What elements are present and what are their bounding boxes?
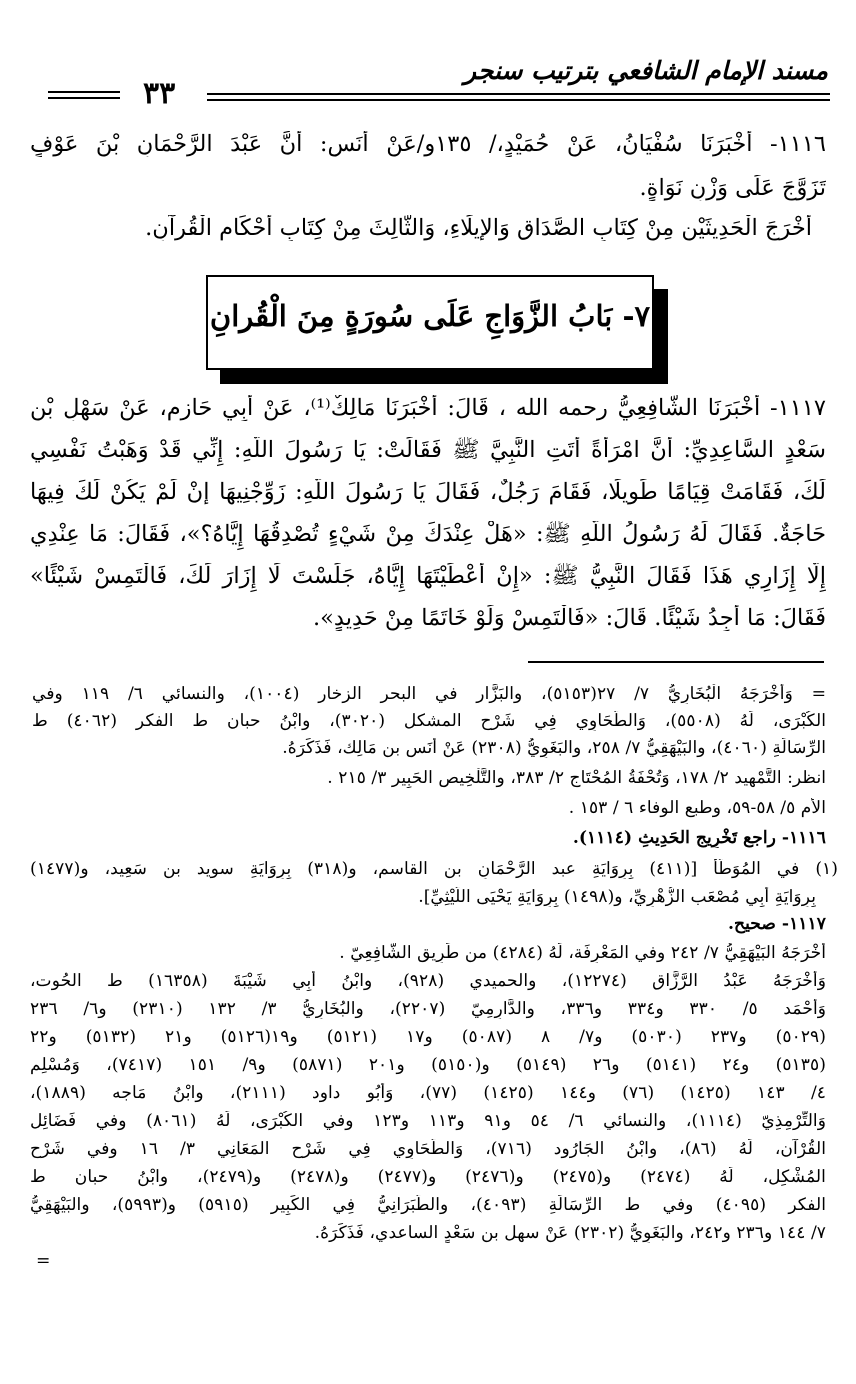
footnote-line: = وَأَخْرَجَهُ الْبُخَارِيُّ ٧/ ٢٧(٥١٥٣)، والبَزَّار في البحر الزخار (١٠٠٤)، والنسائي ٦/ ١١٩ وفي	[32, 684, 826, 704]
hadith-1117-line-3: لَكَ، فَقَامَتْ قِيَامًا طَوِيلًا، فَقَامَ رَجُلٌ، فَقَالَ يَا رَسُولَ اللَّهِ: زَوِّجْنِيهَا إِنْ لَمْ يَكُنْ لَكَ فِيهَا	[30, 479, 826, 505]
hadith-1117-line-6: فَقَالَ: مَا أَجِدُ شَيْئًا. قَالَ: «فَالْتَمِسْ وَلَوْ خَاتَمًا مِنْ حَدِيدٍ».	[313, 605, 826, 631]
footnote-continuation-mark: =	[36, 1251, 51, 1271]
footnote-line: بِرِوَايَةِ أَبِي مُصْعَب الزُّهْرِيِّ، و(١٤٩٨) بِرِوَايَةِ يَحْيَى اللَّيْثِيِّ].	[418, 887, 816, 907]
footnote-line: القُرْآن، لَهُ (٨٦)، وابْنُ الجَارُود (٧١٦)، وَالطَّحَاوِي فِي شَرْحِ المَعَانِي ٣/ ١٦ وفي شَرْحِ	[30, 1139, 826, 1159]
header-left-rule-2	[48, 97, 120, 99]
footnote-line: الكُبْرَى، لَهُ (٥٥٠٨)، وَالطَّحَاوِي فِي شَرْحِ المشكل (٣٠٢٠)، وابْنُ حبان ط الفكر (٤٠٦٢) ط	[32, 711, 826, 731]
footnote-line: وَأَخْرَجَهُ عَبْدُ الرَّزَّاق (١٢٢٧٤)، والحميدي (٩٢٨)، وابْنُ أَبِي شَيْبَةَ (١٦٣٥٨) ط الحُوت،	[30, 971, 826, 991]
header-left-rule-1	[48, 91, 120, 93]
page-number: ٣٣	[143, 76, 176, 111]
footnote-line: ١١١٧- صحيح.	[727, 914, 826, 934]
footnote-line: انظر: التَّمْهِيد ٢/ ١٧٨، وَتُحْفَةُ المُحْتَاج ٢/ ٣٨٣، والتَّلْخِيص الحَبِير ٣/ ٢١٥ .	[327, 768, 826, 788]
footnote-line: الفكر (٤٠٩٥) وفي ط الرِّسَالَةِ (٤٠٩٣)، والطَّبَرَانِيُّ فِي الكَبِير (٥٩١٥) و(٥٩٩٣)، والبَيْهَقِيُّ	[30, 1195, 826, 1215]
header-rule-bottom	[207, 99, 830, 101]
footnote-line: ٤/ ١٤٣ (١٤٢٥) (٧٦) و١٤٤ (١٤٢٥) (٧٧)، وَأَبُو داود (٢١١١)، وابْنُ مَاجه (١٨٨٩)،	[30, 1083, 826, 1103]
hadith-1117-line-2: سَعْدٍ السَّاعِدِيِّ: أَنَّ امْرَأَةً أَتَتِ النَّبِيَّ ﷺ فَقَالَتْ: يَا رَسُولَ اللَّهِ: إِنِّي قَدْ وَهَبْتُ نَفْسِي	[30, 437, 826, 463]
footnote-line: (٥١٣٥) و٢٤ (٥١٤١) و٢٦ (٥١٤٩) و(٥١٥٠) و٢٠١ (٥٨٧١) و٩/ ١٥١ (٧٤١٧)، وَمُسْلِم	[30, 1055, 826, 1075]
hadith-1117-line-1: ١١١٧- أَخْبَرَنَا الشَّافِعِيُّ رحمه الله ، قَالَ: أَخْبَرَنَا مَالِكٌ⁽¹⁾، عَنْ أَبِي حَازِمٍ، عَنْ سَهْلِ بْنِ	[30, 395, 826, 421]
hadith-1117-line-5: إِلَّا إِزَارِي هَذَا فَقَالَ النَّبِيُّ ﷺ: «إِنْ أَعْطَيْتَهَا إِيَّاهُ، جَلَسْتَ لَا إِزَارَ لَكَ، فَالْتَمِسْ شَيْئًا»	[30, 563, 826, 589]
chapter-title: ٧- بَابُ الزَّوَاجِ عَلَى سُورَةٍ مِنَ الْقُرانِ	[209, 299, 651, 333]
footnote-line: المُشْكِل، لَهُ (٢٤٧٤) و(٢٤٧٥) و(٢٤٧٦) و(٢٤٧٧) و(٢٤٧٨) و(٢٤٧٩)، وابْنُ حبان ط	[30, 1167, 826, 1187]
running-header-title: مسند الإمام الشافعي بترتيب سنجر	[464, 56, 828, 85]
footnote-separator	[528, 661, 824, 663]
footnote-line: (١) في المُوَطَّأ [(٤١١) بِرِوَايَةِ عبد الرَّحْمَانِ بن القاسم، و(٣١٨) بِرِوَايَةِ سويد بن سَعِيد، و(١٤٧٧)	[30, 859, 838, 879]
footnote-line: (٥٠٢٩) و٢٣٧ (٥٠٣٠) و٧/ ٨ (٥٠٨٧) و١٧ (٥١٢١) و١٩(٥١٢٦) و٢١ (٥١٣٢) و٢٢	[30, 1027, 826, 1047]
footnote-line: أَخْرَجَهُ البَيْهَقِيُّ ٧/ ٢٤٢ وفي المَعْرِفَة، لَهُ (٤٢٨٤) من طَرِيق الشَّافِعِيّ .	[339, 943, 826, 963]
footnote-line: وَأَحْمَد ٥/ ٣٣٠ و٣٣٤ و٣٣٦، والدَّارِمِيّ (٢٢٠٧)، والبُخَارِيُّ ٣/ ١٣٢ (٢٣١٠) و٦/ ٢٣٦	[30, 999, 826, 1019]
hadith-1116-line-1: ١١١٦- أَخْبَرَنَا سُفْيَانُ، عَنْ حُمَيْدٍ،/ ١٣٥و/عَنْ أَنَسٍ: أَنَّ عَبْدَ الرَّحْمَانِ بْنَ عَوْفٍ	[30, 131, 826, 157]
chapter-heading-box	[206, 275, 654, 370]
footnote-line: ١١١٦- راجع تَخْرِيجِ الحَدِيثِ (١١١٤).	[572, 828, 826, 848]
footnote-line: الأم ٥/ ٥٨-٥٩، وطبع الوفاء ٦ / ١٥٣ .	[568, 798, 826, 818]
hadith-1116-line-2: تَزَوَّجَ عَلَى وَزْنِ نَوَاةٍ.	[639, 175, 826, 201]
footnote-line: الرِّسَالَةِ (٤٠٦٠)، والبَيْهَقِيُّ ٧/ ٢٥٨، والبَغَوِيُّ (٢٣٠٨) عَنْ أَنَسِ بن مَالِك، فَذَكَرَهُ.	[282, 738, 826, 758]
header-rule-top	[207, 93, 830, 95]
footnote-line: وَالتِّرْمِذِيّ (١١١٤)، والنسائي ٦/ ٥٤ و٩١ و١١٣ و١٢٣ وفي الكُبْرَى، لَهُ (٨٠٦١) وفي فَضَائِل	[30, 1111, 826, 1131]
hadith-1117-line-4: حَاجَةٌ. فَقَالَ لَهُ رَسُولُ اللَّهِ ﷺ: «هَلْ عِنْدَكَ مِنْ شَيْءٍ تُصْدِقُهَا إِيَّاهُ؟»، فَقَالَ: مَا عِنْدِي	[30, 521, 826, 547]
hadith-1116-line-3: أَخْرَجَ الْحَدِيثَيْنِ مِنْ كِتَابِ الصَّدَاقِ وَالإِيلَاءِ، وَالثَّالِثَ مِنْ كِتَابِ أَحْكَامِ الْقُرآنِ.	[145, 215, 812, 241]
footnote-line: ٧/ ١٤٤ و٢٣٦ و٢٤٢، والبَغَوِيُّ (٢٣٠٢) عَنْ سهل بن سَعْدٍ الساعدي، فَذَكَرَهُ.	[314, 1223, 826, 1243]
